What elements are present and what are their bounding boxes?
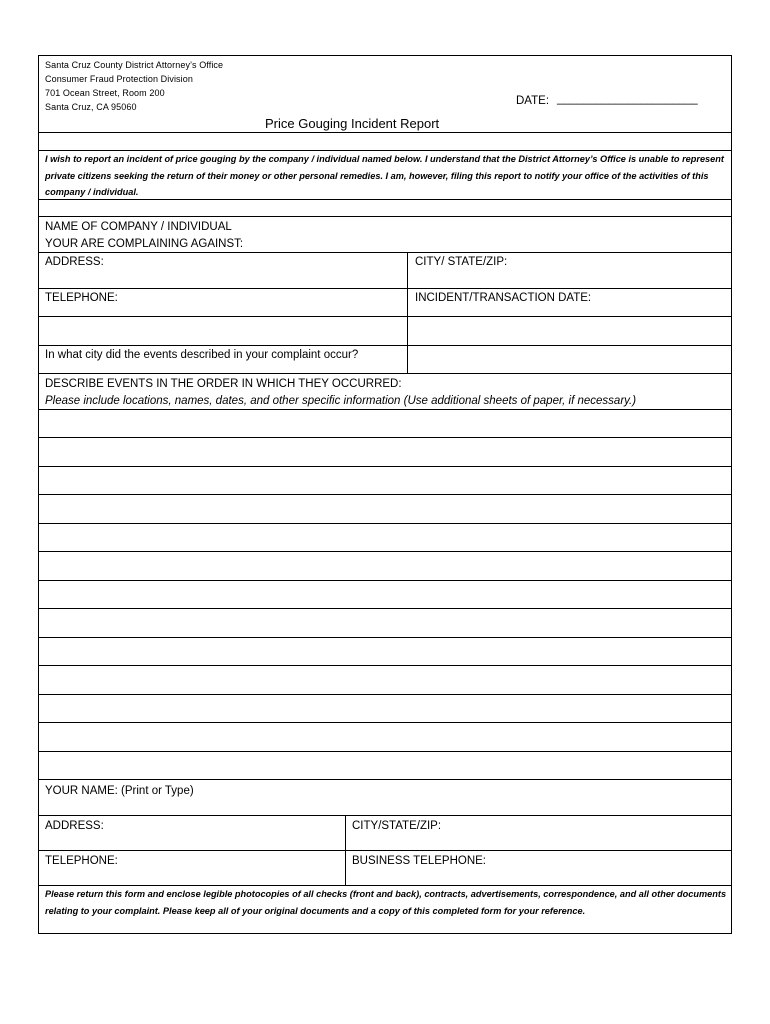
description-line[interactable] — [39, 637, 731, 665]
description-line[interactable] — [39, 437, 731, 466]
describe-events-heading: DESCRIBE EVENTS IN THE ORDER IN WHICH THEY OCCURRED: — [45, 378, 402, 390]
business-telephone-label: BUSINESS TELEPHONE: — [352, 855, 486, 867]
your-name-label: YOUR NAME: (Print or Type) — [45, 785, 194, 797]
return-instructions: Please return this form and enclose legible photocopies of all checks (front and back), contracts, advertisements, correspondence, and all other documents relating to your complaint. Please keep all of your original documents and a copy of this completed form for your reference. — [45, 889, 727, 916]
your-telephone-label: TELEPHONE: — [45, 855, 118, 867]
description-line[interactable] — [39, 751, 731, 779]
divider — [39, 132, 731, 133]
description-line[interactable] — [39, 551, 731, 580]
page-title: Price Gouging Incident Report — [265, 116, 440, 131]
incident-date-label: INCIDENT/TRANSACTION DATE: — [415, 292, 592, 304]
description-line[interactable] — [39, 466, 731, 494]
your-city-state-zip-label: CITY/STATE/ZIP: — [352, 820, 442, 832]
date-field[interactable]: ______________________ — [557, 93, 698, 105]
description-line[interactable] — [39, 523, 731, 551]
description-line[interactable] — [39, 409, 731, 437]
company-telephone-entry[interactable] — [39, 316, 407, 345]
your-telephone-field[interactable] — [39, 850, 345, 885]
event-city-question: In what city did the events described in your complaint occur? — [45, 349, 359, 361]
company-telephone-field[interactable] — [39, 288, 407, 316]
description-line[interactable] — [39, 722, 731, 751]
company-name-label: NAME OF COMPANY / INDIVIDUAL — [45, 221, 232, 233]
incident-date-entry[interactable] — [408, 316, 731, 345]
incident-report-form — [38, 55, 732, 934]
your-city-state-zip-field[interactable] — [346, 815, 731, 850]
your-address-field[interactable] — [39, 815, 345, 850]
office-name: Santa Cruz County District Attorney’s Office — [45, 60, 224, 70]
event-city-field[interactable] — [408, 345, 731, 373]
office-street: 701 Ocean Street, Room 200 — [45, 88, 165, 98]
description-line[interactable] — [39, 608, 731, 637]
description-line[interactable] — [39, 665, 731, 694]
company-name-field[interactable] — [39, 216, 731, 252]
description-line[interactable] — [39, 694, 731, 722]
intro-statement: I wish to report an incident of price gouging by the company / individual named below. I understand that the District Attorney’s Office is unable to represent private citizens seeking the return of their money or other personal remedies. I am, however, filing this report to notify your office of the activities of this company / individual. — [45, 154, 724, 197]
divider — [39, 199, 731, 200]
divider — [39, 373, 731, 374]
company-address-field[interactable] — [39, 252, 407, 288]
incident-date-field[interactable] — [408, 288, 731, 316]
office-city: Santa Cruz, CA 95060 — [45, 102, 137, 112]
your-name-field[interactable] — [39, 779, 731, 815]
company-city-state-zip-label: CITY/ STATE/ZIP: — [415, 256, 508, 268]
company-city-state-zip-field[interactable] — [408, 252, 731, 288]
company-telephone-label: TELEPHONE: — [45, 292, 118, 304]
company-name-label-2: YOUR ARE COMPLAINING AGAINST: — [45, 238, 244, 250]
describe-events-note: Please include locations, names, dates, and other specific information (Use additional sheets of paper, if necessary.) — [45, 395, 637, 407]
office-division: Consumer Fraud Protection Division — [45, 74, 193, 84]
your-address-label: ADDRESS: — [45, 820, 104, 832]
date-label: DATE: — [516, 95, 550, 107]
business-telephone-field[interactable] — [346, 850, 731, 885]
description-line[interactable] — [39, 494, 731, 523]
company-address-label: ADDRESS: — [45, 256, 104, 268]
description-line[interactable] — [39, 580, 731, 608]
